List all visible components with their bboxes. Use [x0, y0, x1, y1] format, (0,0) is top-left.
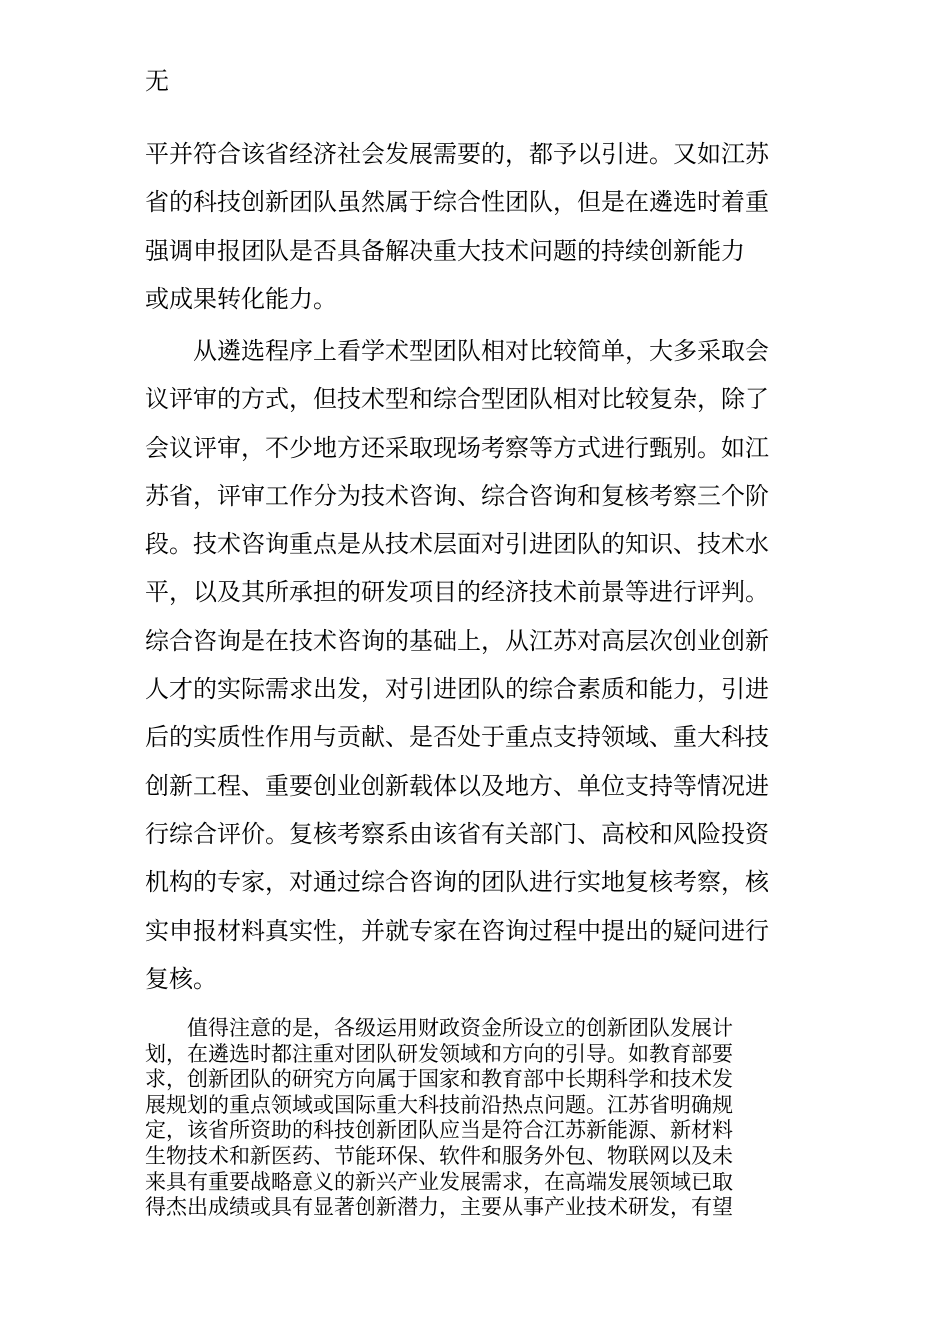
paragraph-2 — [145, 327, 810, 1003]
paragraph-line: 苏省，评审工作分为技术咨询、综合咨询和复核考察三个阶 — [145, 481, 769, 510]
paragraph-line: 人才的实际需求出发，对引进团队的综合素质和能力，引进 — [145, 675, 769, 704]
paragraph-3 — [145, 1016, 810, 1221]
paragraph-line: 议评审的方式，但技术型和综合型团队相对比较复杂，除了 — [145, 385, 769, 414]
paragraph-line: 得杰出成绩或具有显著创新潜力，主要从事产业技术研发，有望 — [145, 1195, 733, 1220]
paragraph-line: 或成果转化能力。 — [145, 284, 337, 313]
paragraph-line: 平，以及其所承担的研发项目的经济技术前景等进行评判。 — [145, 578, 769, 607]
paragraph-line: 来具有重要战略意义的新兴产业发展需求，在高端发展领域已取 — [145, 1169, 733, 1194]
paragraph-line: 从遴选程序上看学术型团队相对比较简单，大多采取会 — [193, 337, 769, 365]
paragraph-line: 会议评审，不少地方还采取现场考察等方式进行甄别。如江 — [145, 433, 769, 462]
paragraph-line: 创新工程、重要创业创新载体以及地方、单位支持等情况进 — [145, 771, 769, 800]
paragraph-line: 展规划的重点领域或国际重大科技前沿热点问题。江苏省明确规 — [145, 1092, 733, 1117]
paragraph-line: 生物技术和新医药、节能环保、软件和服务外包、物联网以及未 — [145, 1143, 733, 1168]
paragraph-1 — [145, 130, 810, 323]
paragraph-line: 省的科技创新团队虽然属于综合性团队，但是在遴选时着重 — [145, 188, 769, 217]
paragraph-line: 定，该省所资助的科技创新团队应当是符合江苏新能源、新材料 — [145, 1118, 733, 1143]
paragraph-line: 值得注意的是，各级运用财政资金所设立的创新团队发展计 — [187, 1016, 733, 1040]
paragraph-line: 强调申报团队是否具备解决重大技术问题的持续创新能力 — [145, 236, 745, 265]
paragraph-line: 综合咨询是在技术咨询的基础上，从江苏对高层次创业创新 — [145, 626, 769, 655]
paragraph-line: 划，在遴选时都注重对团队研发领域和方向的引导。如教育部要 — [145, 1041, 733, 1066]
paragraph-line: 平并符合该省经济社会发展需要的，都予以引进。又如江苏 — [145, 140, 769, 168]
paragraph-line: 求，创新团队的研究方向属于国家和教育部中长期科学和技术发 — [145, 1067, 733, 1092]
paragraph-line: 机构的专家，对通过综合咨询的团队进行实地复核考察，核 — [145, 868, 769, 897]
header-fragment: 无 — [145, 67, 169, 95]
paragraph-line: 段。技术咨询重点是从技术层面对引进团队的知识、技术水 — [145, 530, 769, 559]
paragraph-line: 复核。 — [145, 964, 217, 993]
paragraph-line: 后的实质性作用与贡献、是否处于重点支持领域、重大科技 — [145, 723, 769, 752]
paragraph-line: 实申报材料真实性，并就专家在咨询过程中提出的疑问进行 — [145, 916, 769, 945]
paragraph-line: 行综合评价。复核考察系由该省有关部门、高校和风险投资 — [145, 819, 769, 848]
